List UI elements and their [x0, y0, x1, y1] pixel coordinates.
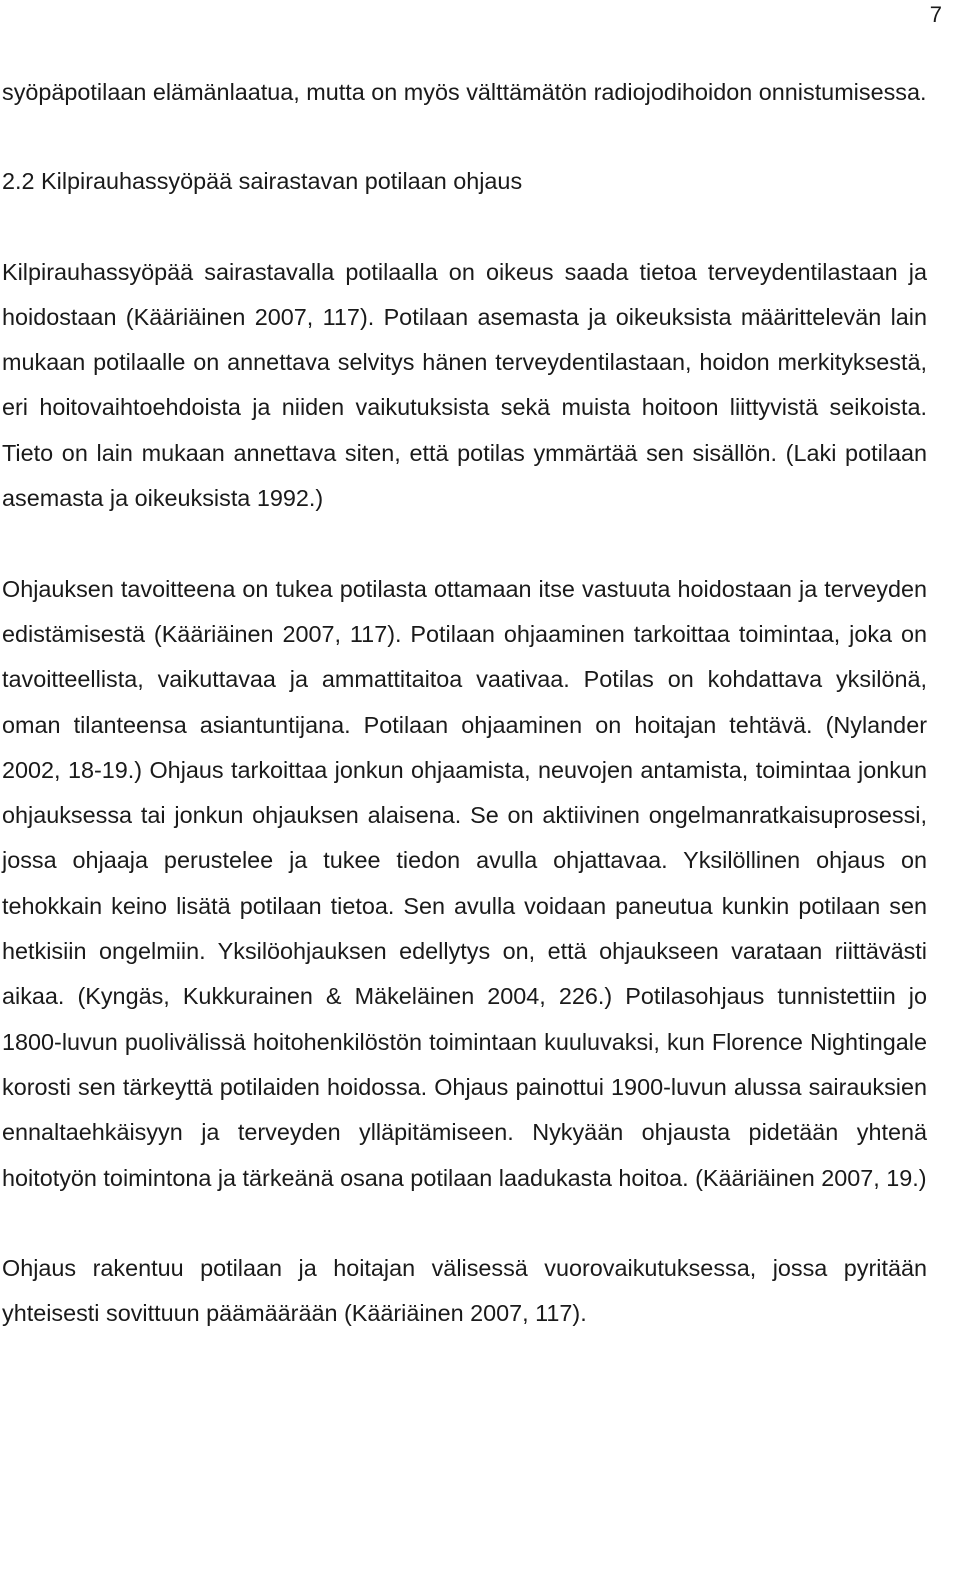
paragraph-rights: Kilpirauhassyöpää sairastavalla potilaalla on oikeus saada tietoa terveydentilastaan ja hoidostaan (Kääriäinen 2007, 117). Potilaan asemasta ja oikeuksista määrittelevän lain mukaan potilaalle on annettava selvitys hänen terveydentilastaan, hoidon merkityksestä, eri hoitovaihtoehdoista ja niiden vaikutuksista sekä muista hoitoon liittyvistä seikoista. Tieto on lain mukaan annettava siten, että potilas ymmärtää sen sisällön. (Laki potilaan asemasta ja oikeuksista 1992.) — [2, 258, 927, 512]
document-body — [2, 70, 927, 1337]
paragraph-guidance: Ohjauksen tavoitteena on tukea potilasta ottamaan itse vastuuta hoidostaan ja terveyden edistämisestä (Kääriäinen 2007, 117). Potilaan ohjaaminen tarkoittaa toimintaa, joka on tavoitteellista, vaikuttavaa ja ammattitaitoa vaativaa. Potilas on kohdattava yksilönä, oman tilanteensa asiantuntijana. Potilaan ohjaaminen on hoitajan tehtävä. (Nylander 2002, 18-19.) Ohjaus tarkoittaa jonkun ohjaamista, neuvojen antamista, toimintaa jonkun ohjauksessa tai jonkun ohjauksen alaisena. Se on aktiivinen ongelmanratkaisuprosessi, jossa ohjaaja perustelee ja tukee tiedon avulla ohjattavaa. Yksilöllinen ohjaus on tehokkain keino lisätä potilaan tietoa. Sen avulla voidaan paneutua kunkin potilaan sen hetkisiin ongelmiin. Yksilöohjauksen edellytys on, että ohjaukseen varataan riittävästi aikaa. (Kyngäs, Kukkurainen & Mäkeläinen 2004, 226.) Potilasohjaus tunnistettiin jo 1800-luvun puolivälissä hoitohenkilöstön toimintaan kuuluvaksi, kun Florence Nightingale korosti sen tärkeyttä potilaiden hoidossa. Ohjaus painottui 1900-luvun alussa sairauksien ennaltaehkäisyyn ja terveyden ylläpitämiseen. Nykyään ohjausta pidetään yhtenä hoitotyön toimintona ja tärkeänä osana potilaan laadukasta hoitoa. (Kääriäinen 2007, 19.) — [2, 575, 927, 1191]
page-number: 7 — [929, 2, 942, 27]
paragraph-interaction: Ohjaus rakentuu potilaan ja hoitajan välisessä vuorovaikutuksessa, jossa pyritään yhteisesti sovittuun päämäärään (Kääriäinen 2007, 117). — [2, 1255, 927, 1327]
section-heading: 2.2 Kilpirauhassyöpää sairastavan potilaan ohjaus — [2, 168, 523, 195]
paragraph-intro: syöpäpotilaan elämänlaatua, mutta on myös välttämätön radiojodihoidon onnistumisessa. — [2, 79, 927, 105]
